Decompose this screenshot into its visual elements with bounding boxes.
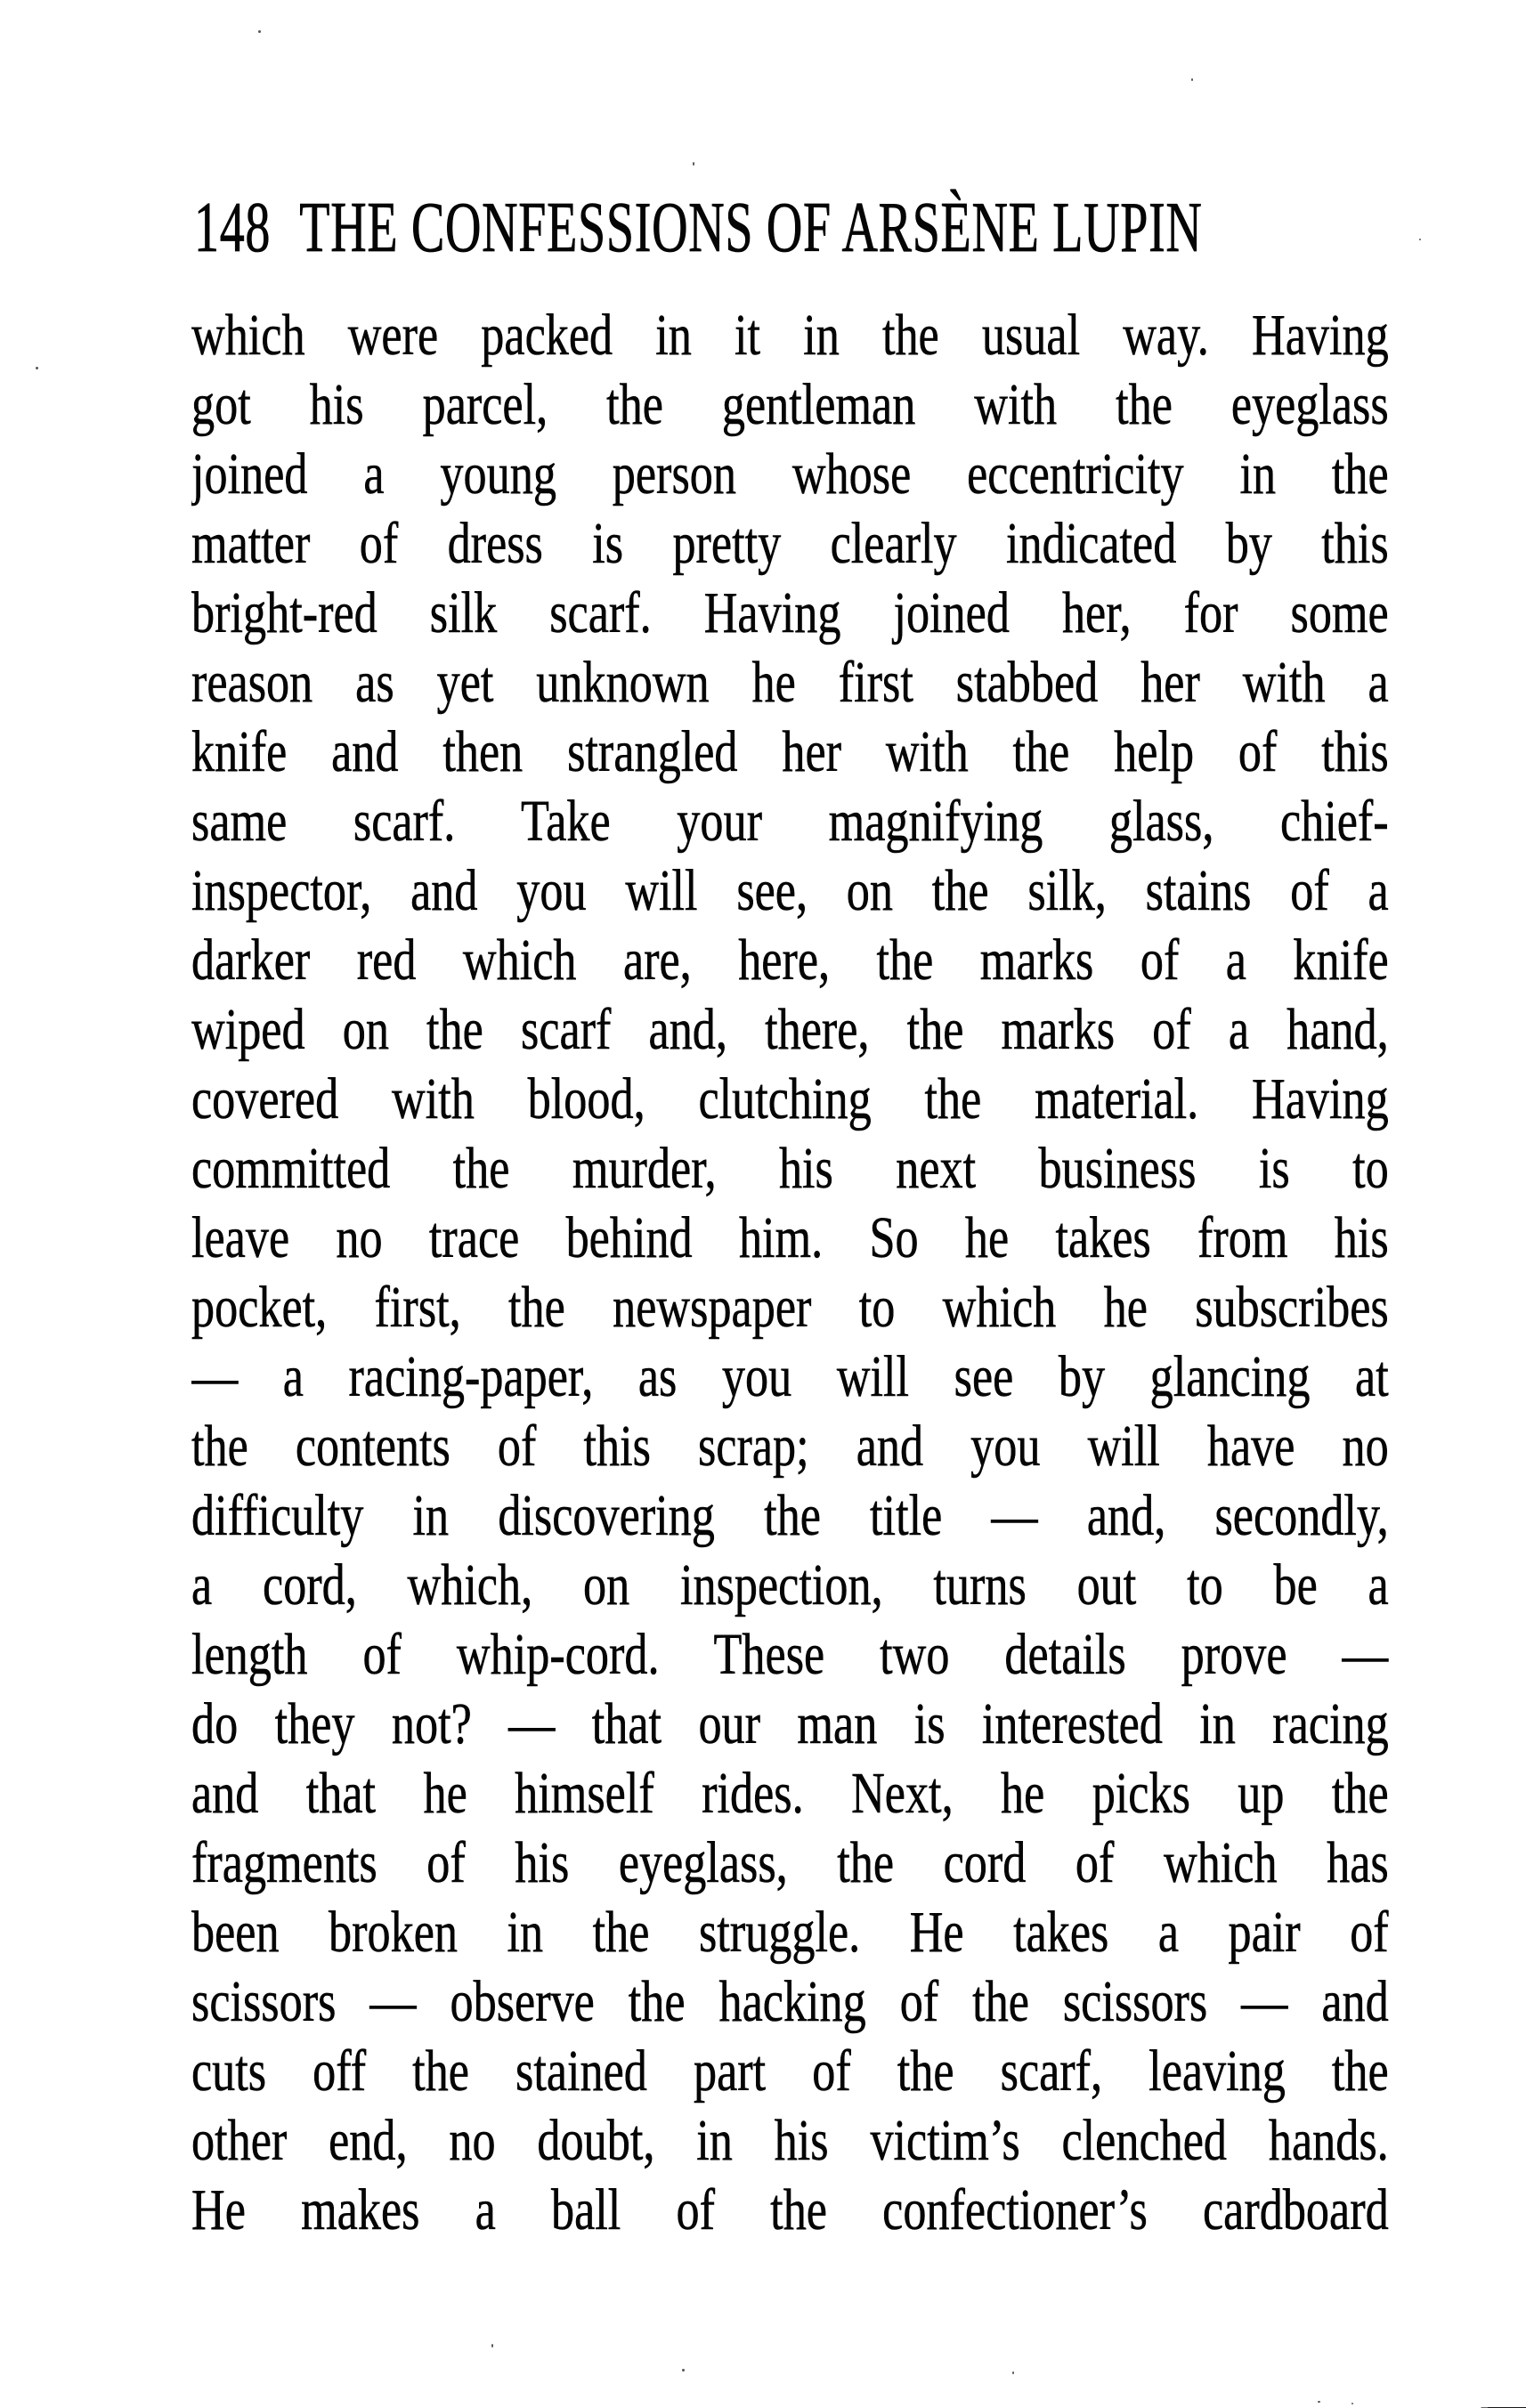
text-line: knife and then strangled her with the help of this <box>191 719 1389 784</box>
text-line: and that he himself rides. Next, he picks up the <box>191 1761 1389 1826</box>
text-line: joined a young person whose eccentricity in the <box>191 442 1389 507</box>
text-line: committed the murder, his next business is to <box>191 1136 1389 1201</box>
text-line: — a racing-paper, as you will see by glancing at <box>191 1344 1389 1409</box>
text-line: bright-red silk scarf. Having joined her, for some <box>191 580 1389 645</box>
text-line: length of whip-cord. These two details prove — <box>191 1622 1389 1687</box>
text-line: scissors — observe the hacking of the scissors — and <box>191 1969 1389 2034</box>
text-line: reason as yet unknown he first stabbed her with a <box>191 650 1389 715</box>
text-line: been broken in the struggle. He takes a pair of <box>191 1900 1389 1965</box>
text-line: cuts off the stained part of the scarf, leaving the <box>191 2039 1389 2104</box>
scan-speck <box>1012 2372 1014 2374</box>
scan-speck <box>36 367 38 369</box>
text-line: which were packed in it in the usual way. Having <box>191 303 1389 368</box>
scan-speck <box>1318 2401 1320 2403</box>
text-line: leave no trace behind him. So he takes from his <box>191 1205 1389 1270</box>
scan-speck <box>1351 2403 1353 2404</box>
scan-speck <box>491 2344 493 2347</box>
text-line: same scarf. Take your magnifying glass, chief- <box>191 789 1389 854</box>
scan-speck <box>682 2369 685 2372</box>
text-line: got his parcel, the gentleman with the eyeglass <box>191 372 1389 437</box>
text-line: fragments of his eyeglass, the cord of which has <box>191 1830 1389 1895</box>
running-header <box>194 189 1203 267</box>
running-title: THE CONFESSIONS OF ARSÈNE LUPIN <box>299 189 1203 267</box>
text-line: darker red which are, here, the marks of a knife <box>191 928 1389 993</box>
text-line: a cord, which, on inspection, turns out to be a <box>191 1553 1389 1617</box>
text-line: wiped on the scarf and, there, the marks of a hand, <box>191 997 1389 1062</box>
text-line: the contents of this scrap; and you will have no <box>191 1414 1389 1479</box>
text-line: do they not? — that our man is interested in racing <box>191 1691 1389 1756</box>
text-line: matter of dress is pretty clearly indicated by this <box>191 511 1389 576</box>
text-line: inspector, and you will see, on the silk, stains of a <box>191 858 1389 923</box>
text-line: He makes a ball of the confectioner’s cardboard <box>191 2177 1389 2242</box>
text-line: difficulty in discovering the title — and, secondly, <box>191 1483 1389 1548</box>
text-line: pocket, first, the newspaper to which he subscribes <box>191 1275 1389 1340</box>
page-body-text <box>191 301 1389 2245</box>
scan-speck <box>1419 239 1421 240</box>
page-number: 148 <box>194 189 272 267</box>
scan-speck <box>693 162 694 166</box>
text-line: other end, no doubt, in his victim’s clenched hands. <box>191 2108 1389 2173</box>
scan-speck <box>1191 78 1193 81</box>
scan-smudge-bottom-right <box>1480 2396 1526 2407</box>
scan-speck <box>258 30 261 33</box>
text-line: covered with blood, clutching the material. Having <box>191 1066 1389 1131</box>
